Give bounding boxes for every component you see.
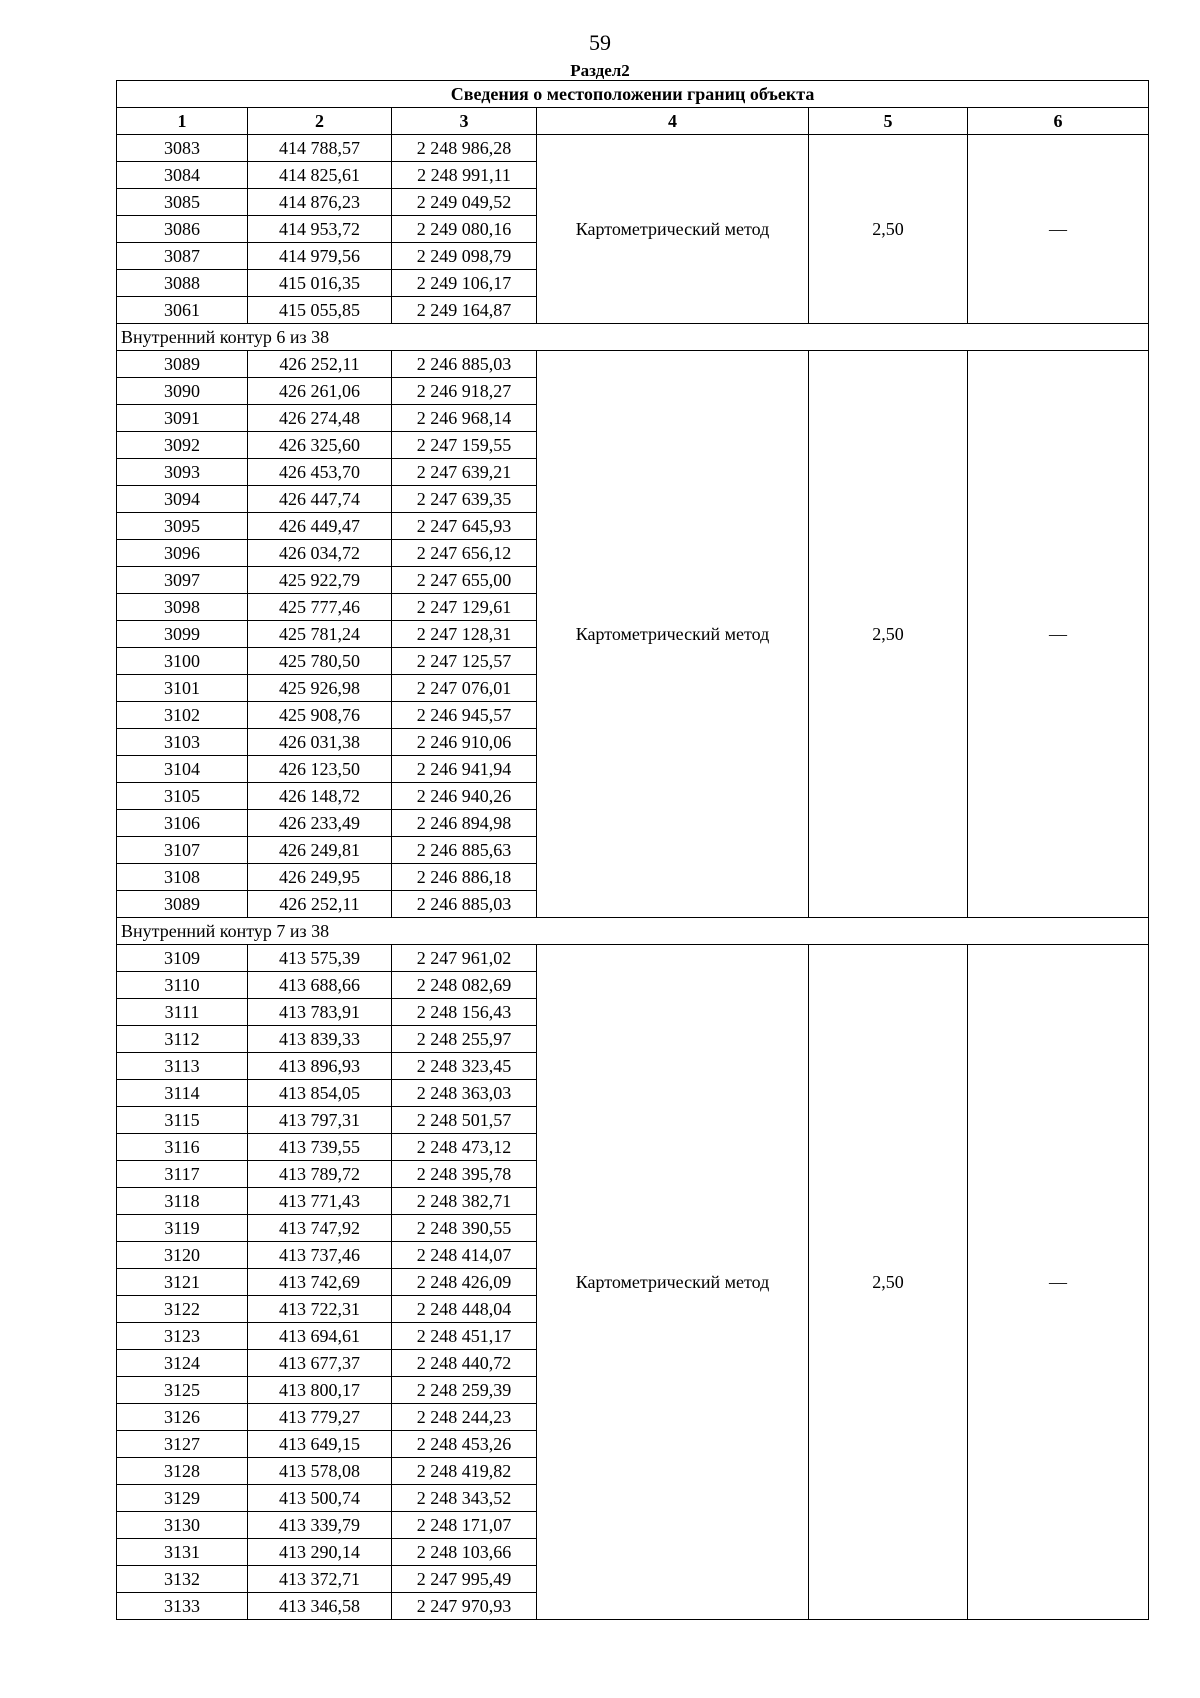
accuracy-cell: 2,50 (809, 945, 968, 1620)
boundary-coordinates-table (116, 80, 1149, 1620)
point-number: 3113 (117, 1053, 248, 1080)
point-number: 3127 (117, 1431, 248, 1458)
coordinate-x: 413 346,58 (248, 1593, 392, 1620)
coordinate-y: 2 246 910,06 (392, 729, 537, 756)
coordinate-x: 413 779,27 (248, 1404, 392, 1431)
table-row (117, 135, 1149, 162)
method-cell: Картометрический метод (537, 945, 809, 1620)
coordinate-x: 426 249,95 (248, 864, 392, 891)
coordinate-y: 2 247 076,01 (392, 675, 537, 702)
page-number: 59 (589, 30, 611, 55)
coordinate-x: 426 325,60 (248, 432, 392, 459)
point-number: 3106 (117, 810, 248, 837)
coordinate-y: 2 247 961,02 (392, 945, 537, 972)
section-title: Раздел2 (570, 61, 630, 80)
coordinate-x: 413 694,61 (248, 1323, 392, 1350)
coordinate-y: 2 246 885,63 (392, 837, 537, 864)
coordinate-x: 426 249,81 (248, 837, 392, 864)
coordinate-x: 413 771,43 (248, 1188, 392, 1215)
coordinate-y: 2 248 382,71 (392, 1188, 537, 1215)
coordinate-x: 413 783,91 (248, 999, 392, 1026)
coordinate-x: 413 747,92 (248, 1215, 392, 1242)
point-number: 3094 (117, 486, 248, 513)
coordinate-y: 2 249 106,17 (392, 270, 537, 297)
coordinate-y: 2 249 080,16 (392, 216, 537, 243)
point-number: 3114 (117, 1080, 248, 1107)
coordinate-x: 413 339,79 (248, 1512, 392, 1539)
method-cell: Картометрический метод (537, 351, 809, 918)
point-number: 3108 (117, 864, 248, 891)
coordinate-y: 2 246 941,94 (392, 756, 537, 783)
coordinate-y: 2 248 395,78 (392, 1161, 537, 1188)
coordinate-y: 2 248 156,43 (392, 999, 537, 1026)
coordinate-y: 2 249 098,79 (392, 243, 537, 270)
point-number: 3123 (117, 1323, 248, 1350)
coordinate-y: 2 248 426,09 (392, 1269, 537, 1296)
point-number: 3093 (117, 459, 248, 486)
coordinate-y: 2 246 885,03 (392, 351, 537, 378)
table-caption: Сведения о местоположении границ объекта (117, 81, 1149, 108)
point-number: 3110 (117, 972, 248, 999)
point-number: 3089 (117, 891, 248, 918)
coordinate-y: 2 248 343,52 (392, 1485, 537, 1512)
table-header-row (117, 108, 1149, 135)
point-number: 3119 (117, 1215, 248, 1242)
point-number: 3120 (117, 1242, 248, 1269)
coordinate-x: 425 908,76 (248, 702, 392, 729)
coordinate-y: 2 248 453,26 (392, 1431, 537, 1458)
coordinate-x: 413 739,55 (248, 1134, 392, 1161)
contour-label-row (117, 324, 1149, 351)
coordinate-y: 2 247 995,49 (392, 1566, 537, 1593)
coordinate-x: 414 788,57 (248, 135, 392, 162)
column-header-3: 3 (392, 108, 537, 135)
coordinate-x: 414 876,23 (248, 189, 392, 216)
coordinate-y: 2 247 639,21 (392, 459, 537, 486)
coordinate-y: 2 246 885,03 (392, 891, 537, 918)
point-number: 3109 (117, 945, 248, 972)
coordinate-y: 2 246 918,27 (392, 378, 537, 405)
point-number: 3088 (117, 270, 248, 297)
accuracy-cell: 2,50 (809, 135, 968, 324)
coordinate-y: 2 248 103,66 (392, 1539, 537, 1566)
coordinate-y: 2 246 886,18 (392, 864, 537, 891)
coordinate-y: 2 248 451,17 (392, 1323, 537, 1350)
coordinate-y: 2 248 323,45 (392, 1053, 537, 1080)
coordinate-y: 2 248 255,97 (392, 1026, 537, 1053)
description-cell: — (968, 945, 1149, 1620)
coordinate-x: 426 123,50 (248, 756, 392, 783)
coordinate-x: 426 453,70 (248, 459, 392, 486)
coordinate-x: 413 797,31 (248, 1107, 392, 1134)
coordinate-y: 2 248 082,69 (392, 972, 537, 999)
point-number: 3129 (117, 1485, 248, 1512)
coordinate-y: 2 247 639,35 (392, 486, 537, 513)
table-caption-row (117, 81, 1149, 108)
coordinate-x: 413 737,46 (248, 1242, 392, 1269)
coordinate-y: 2 248 473,12 (392, 1134, 537, 1161)
contour-label: Внутренний контур 6 из 38 (117, 324, 1149, 351)
coordinate-x: 413 742,69 (248, 1269, 392, 1296)
coordinate-x: 426 449,47 (248, 513, 392, 540)
column-header-2: 2 (248, 108, 392, 135)
coordinate-x: 425 926,98 (248, 675, 392, 702)
coordinate-x: 414 953,72 (248, 216, 392, 243)
coordinate-y: 2 248 991,11 (392, 162, 537, 189)
contour-label: Внутренний контур 7 из 38 (117, 918, 1149, 945)
table-row (117, 945, 1149, 972)
coordinate-x: 426 261,06 (248, 378, 392, 405)
point-number: 3089 (117, 351, 248, 378)
coordinate-x: 426 148,72 (248, 783, 392, 810)
coordinate-x: 426 274,48 (248, 405, 392, 432)
coordinate-y: 2 248 363,03 (392, 1080, 537, 1107)
point-number: 3112 (117, 1026, 248, 1053)
point-number: 3100 (117, 648, 248, 675)
coordinate-y: 2 248 986,28 (392, 135, 537, 162)
coordinate-x: 414 825,61 (248, 162, 392, 189)
coordinate-x: 413 722,31 (248, 1296, 392, 1323)
coordinate-y: 2 246 894,98 (392, 810, 537, 837)
contour-label-row (117, 918, 1149, 945)
point-number: 3130 (117, 1512, 248, 1539)
point-number: 3090 (117, 378, 248, 405)
coordinate-y: 2 248 259,39 (392, 1377, 537, 1404)
point-number: 3086 (117, 216, 248, 243)
coordinate-y: 2 248 414,07 (392, 1242, 537, 1269)
column-header-5: 5 (809, 108, 968, 135)
coordinate-x: 426 252,11 (248, 351, 392, 378)
coordinate-y: 2 247 128,31 (392, 621, 537, 648)
coordinate-x: 426 233,49 (248, 810, 392, 837)
point-number: 3117 (117, 1161, 248, 1188)
point-number: 3097 (117, 567, 248, 594)
point-number: 3132 (117, 1566, 248, 1593)
point-number: 3131 (117, 1539, 248, 1566)
coordinate-y: 2 249 164,87 (392, 297, 537, 324)
coordinate-x: 413 789,72 (248, 1161, 392, 1188)
point-number: 3128 (117, 1458, 248, 1485)
coordinate-x: 413 575,39 (248, 945, 392, 972)
coordinate-y: 2 247 129,61 (392, 594, 537, 621)
coordinate-y: 2 248 390,55 (392, 1215, 537, 1242)
coordinate-x: 415 016,35 (248, 270, 392, 297)
coordinate-x: 413 290,14 (248, 1539, 392, 1566)
description-cell: — (968, 351, 1149, 918)
coordinate-x: 425 922,79 (248, 567, 392, 594)
point-number: 3095 (117, 513, 248, 540)
point-number: 3126 (117, 1404, 248, 1431)
coordinate-y: 2 247 655,00 (392, 567, 537, 594)
coordinate-x: 425 780,50 (248, 648, 392, 675)
coordinate-y: 2 248 171,07 (392, 1512, 537, 1539)
coordinate-x: 413 372,71 (248, 1566, 392, 1593)
point-number: 3098 (117, 594, 248, 621)
coordinate-x: 426 031,38 (248, 729, 392, 756)
coordinate-x: 413 578,08 (248, 1458, 392, 1485)
coordinate-x: 413 677,37 (248, 1350, 392, 1377)
coordinate-y: 2 248 419,82 (392, 1458, 537, 1485)
coordinate-x: 413 649,15 (248, 1431, 392, 1458)
point-number: 3096 (117, 540, 248, 567)
coordinate-x: 426 447,74 (248, 486, 392, 513)
coordinate-x: 413 500,74 (248, 1485, 392, 1512)
column-header-4: 4 (537, 108, 809, 135)
point-number: 3115 (117, 1107, 248, 1134)
table-row (117, 351, 1149, 378)
coordinate-y: 2 246 945,57 (392, 702, 537, 729)
coordinate-x: 415 055,85 (248, 297, 392, 324)
coordinate-x: 413 800,17 (248, 1377, 392, 1404)
coordinate-x: 425 777,46 (248, 594, 392, 621)
point-number: 3101 (117, 675, 248, 702)
point-number: 3125 (117, 1377, 248, 1404)
coordinate-x: 426 034,72 (248, 540, 392, 567)
point-number: 3107 (117, 837, 248, 864)
point-number: 3103 (117, 729, 248, 756)
coordinate-y: 2 249 049,52 (392, 189, 537, 216)
coordinate-y: 2 247 125,57 (392, 648, 537, 675)
point-number: 3083 (117, 135, 248, 162)
point-number: 3087 (117, 243, 248, 270)
accuracy-cell: 2,50 (809, 351, 968, 918)
point-number: 3085 (117, 189, 248, 216)
point-number: 3084 (117, 162, 248, 189)
point-number: 3122 (117, 1296, 248, 1323)
column-header-6: 6 (968, 108, 1149, 135)
point-number: 3111 (117, 999, 248, 1026)
coordinate-y: 2 247 970,93 (392, 1593, 537, 1620)
method-cell: Картометрический метод (537, 135, 809, 324)
coordinate-y: 2 247 645,93 (392, 513, 537, 540)
coordinate-y: 2 248 440,72 (392, 1350, 537, 1377)
point-number: 3102 (117, 702, 248, 729)
point-number: 3116 (117, 1134, 248, 1161)
coordinate-x: 413 896,93 (248, 1053, 392, 1080)
coordinate-x: 426 252,11 (248, 891, 392, 918)
coordinate-y: 2 247 159,55 (392, 432, 537, 459)
coordinate-y: 2 248 244,23 (392, 1404, 537, 1431)
point-number: 3104 (117, 756, 248, 783)
coordinate-x: 425 781,24 (248, 621, 392, 648)
point-number: 3118 (117, 1188, 248, 1215)
coordinate-y: 2 246 968,14 (392, 405, 537, 432)
point-number: 3092 (117, 432, 248, 459)
point-number: 3124 (117, 1350, 248, 1377)
coordinate-x: 413 688,66 (248, 972, 392, 999)
coordinate-x: 414 979,56 (248, 243, 392, 270)
point-number: 3105 (117, 783, 248, 810)
point-number: 3091 (117, 405, 248, 432)
column-header-1: 1 (117, 108, 248, 135)
point-number: 3133 (117, 1593, 248, 1620)
coordinate-y: 2 248 501,57 (392, 1107, 537, 1134)
point-number: 3061 (117, 297, 248, 324)
coordinate-y: 2 248 448,04 (392, 1296, 537, 1323)
coordinate-x: 413 839,33 (248, 1026, 392, 1053)
point-number: 3121 (117, 1269, 248, 1296)
coordinate-x: 413 854,05 (248, 1080, 392, 1107)
coordinate-y: 2 247 656,12 (392, 540, 537, 567)
coordinate-y: 2 246 940,26 (392, 783, 537, 810)
description-cell: — (968, 135, 1149, 324)
point-number: 3099 (117, 621, 248, 648)
